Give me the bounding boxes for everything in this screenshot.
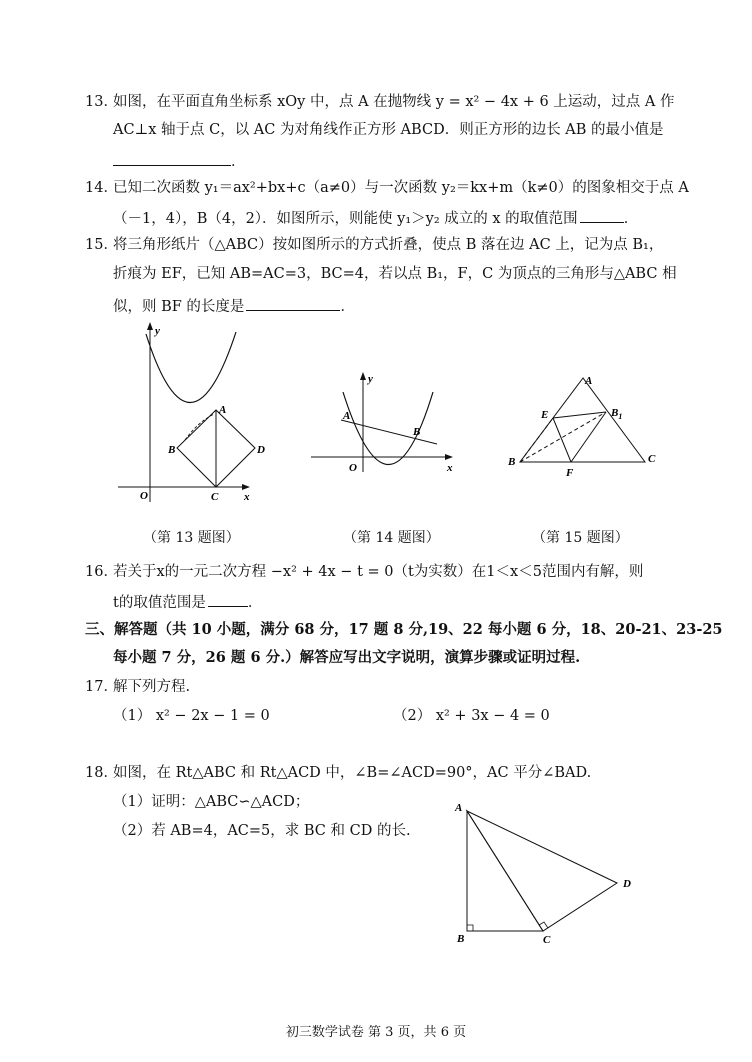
q15-period: ． [340, 299, 355, 315]
fig13-label-d: D [257, 444, 265, 456]
figure-18 [445, 795, 645, 950]
fig14-label-x: x [447, 462, 453, 474]
fig15-fold-ef [553, 418, 571, 462]
q14-line2 [113, 206, 638, 229]
fig15-label-b1: $B_1$ [611, 407, 623, 421]
q17-part2: （2） x² + 3x − 4 = 0 [393, 708, 550, 724]
q17-part1: （1） x² − 2x − 1 = 0 [113, 708, 270, 724]
fig15-label-c: C [648, 453, 656, 465]
figure-13 [110, 322, 270, 507]
q16-period: ． [247, 595, 263, 611]
q18-text-line1: 如图，在 Rt△ABC 和 Rt△ACD 中，∠B=∠ACD=90°，AC 平分∠BAD. [113, 765, 592, 781]
q17-number: 17． [85, 679, 118, 695]
fig15-dashed-bb1 [520, 412, 606, 462]
figure-15 [503, 372, 663, 482]
fig18-label-a: A [455, 802, 463, 814]
q18-part2: （2）若 AB=4，AC=5，求 BC 和 CD 的长. [113, 823, 411, 839]
fig18-label-d: D [623, 878, 631, 890]
q18-number: 18． [85, 765, 118, 781]
q13-period: ． [231, 154, 246, 170]
q13-number: 13． [85, 94, 118, 110]
q15-text-line3: 似，则 BF 的长度是 [113, 299, 245, 315]
fig14-x-arrow [445, 454, 453, 460]
fig14-label-y: y [368, 373, 373, 385]
section3-heading-line1: 三、解答题（共 10 小题，满分 68 分，17 题 8 分,19、22 每小题 6 分，18、20-21、23-25 [85, 621, 723, 638]
q17-title: 解下列方程. [113, 679, 191, 695]
q18-part1: （1）证明：△ABC∽△ACD； [113, 794, 310, 810]
fig15-triangle-abc [520, 378, 645, 462]
q15-text-line1: 将三角形纸片（△ABC）按如图所示的方式折叠，使点 B 落在边 AC 上，记为点 B₁， [113, 237, 664, 253]
section3-heading-line2: 每小题 7 分，26 题 6 分.）解答应写出文字说明，演算步骤或证明过程. [113, 649, 581, 666]
fig18-label-b: B [457, 933, 465, 945]
fig13-label-a: A [219, 404, 227, 416]
fig13-label-b: B [168, 444, 176, 456]
fig15-label-a: A [585, 375, 593, 387]
q14-answer-blank[interactable] [580, 206, 624, 223]
q14-text-line2: （－1，4），B（4，2）．如图所示，则能使 y₁＞y₂ 成立的 x 的取值范围 [113, 211, 578, 227]
page-footer: 初三数学试卷 第 3 页，共 6 页 [285, 1025, 467, 1040]
fig15-label-b: B [508, 456, 516, 468]
fig14-label-o: O [349, 462, 357, 474]
q16-answer-blank[interactable] [208, 590, 248, 607]
fig15-label-f: F [566, 467, 574, 479]
q15-line3 [113, 294, 355, 317]
caption-fig13: （第 13 题图） [143, 530, 240, 546]
fig18-triangle-acd [467, 811, 617, 931]
fig13-label-o: O [140, 490, 148, 502]
fig14-y-arrow [360, 372, 366, 380]
fig13-label-y: y [155, 325, 160, 337]
q15-text-line2: 折痕为 EF，已知 AB=AC=3，BC=4，若以点 B₁，F，C 为顶点的三角形与△ABC 相 [113, 266, 677, 282]
fig18-label-c: C [543, 934, 551, 946]
q13-text-line1: 如图，在平面直角坐标系 xOy 中，点 A 在抛物线 y = x² − 4x + 6 上运动，过点 A 作 [113, 94, 675, 110]
q16-text-line2: t的取值范围是 [113, 595, 206, 611]
q13-answer-blank[interactable] [113, 149, 231, 166]
caption-fig15: （第 15 题图） [532, 530, 629, 546]
figure-14 [305, 372, 465, 477]
fig18-right-angle-b [467, 925, 473, 931]
fig15-label-e: E [541, 409, 549, 421]
q14-number: 14． [85, 180, 118, 196]
fig14-label-b: B [413, 426, 421, 438]
q16-text-line1: 若关于x的一元二次方程 −x² + 4x − t = 0（t为实数）在1＜x＜5范围内有解，则 [113, 564, 644, 580]
q15-answer-blank[interactable] [246, 294, 340, 311]
q16-number: 16． [85, 564, 118, 580]
q16-line2 [113, 590, 262, 613]
q15-number: 15． [85, 237, 118, 253]
fig13-y-arrow [147, 322, 153, 330]
fig13-label-x: x [244, 491, 250, 503]
fig13-label-c: C [211, 491, 219, 503]
q13-line3 [113, 149, 246, 172]
q14-period: ． [623, 211, 639, 227]
fig14-label-a: A [343, 410, 351, 422]
caption-fig14: （第 14 题图） [343, 530, 440, 546]
q14-text-line1: 已知二次函数 y₁＝ax²+bx+c（a≠0）与一次函数 y₂＝kx+m（k≠0）的图象相交于点 A [113, 180, 689, 196]
fig15-e-b1 [553, 412, 606, 418]
fig13-parabola [146, 332, 236, 403]
fig15-f-b1 [571, 412, 606, 462]
q13-text-line2: AC⊥x 轴于点 C，以 AC 为对角线作正方形 ABCD．则正方形的边长 AB 的最小值是 [113, 122, 664, 138]
fig13-x-arrow [242, 484, 250, 490]
